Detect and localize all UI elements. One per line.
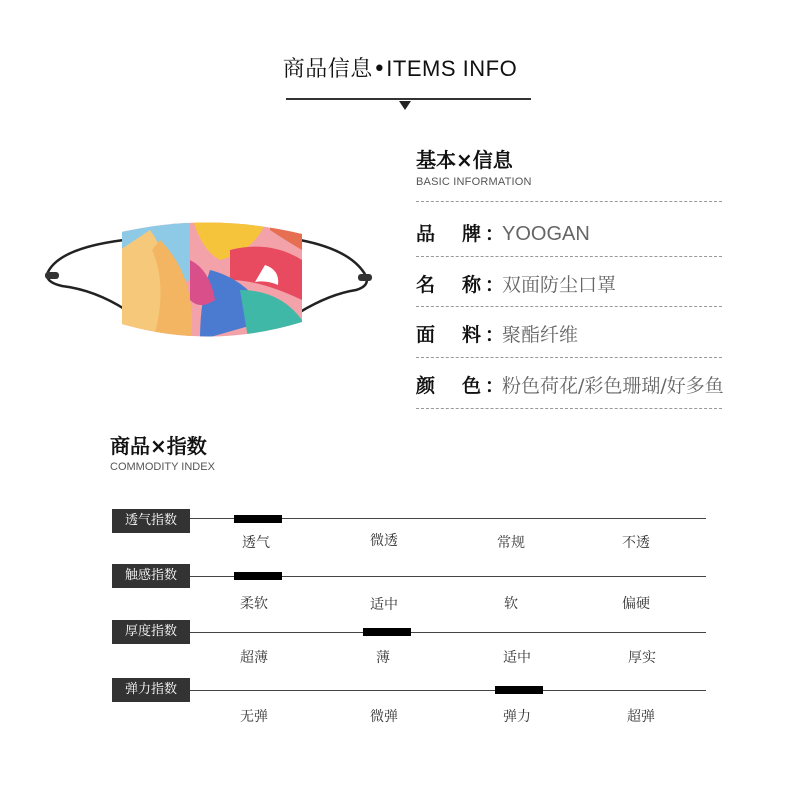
index-label-touch: 触感指数 — [112, 564, 190, 588]
index-option: 微透 — [370, 533, 398, 549]
info-value: YOOGAN — [502, 223, 590, 245]
down-arrow-icon — [399, 101, 411, 110]
face-mask-image — [40, 210, 380, 350]
header-underline — [286, 98, 531, 100]
index-option: 无弹 — [240, 709, 268, 725]
index-option: 弹力 — [503, 709, 531, 725]
info-row-color — [416, 371, 724, 398]
index-option: 软 — [504, 596, 518, 612]
basic-info-title: 基本×信息 — [416, 148, 513, 172]
index-option: 适中 — [503, 650, 531, 666]
info-row-name — [416, 270, 616, 297]
index-label-breathability: 透气指数 — [112, 509, 190, 533]
info-value: 聚酯纤维 — [502, 324, 579, 346]
title-en: ITEMS INFO — [386, 56, 518, 81]
info-row-brand — [416, 219, 590, 246]
index-option: 微弹 — [370, 709, 398, 725]
index-option: 偏硬 — [622, 596, 650, 612]
info-label: 面 料： — [416, 324, 509, 346]
info-row-material — [416, 320, 578, 347]
info-value: 双面防尘口罩 — [502, 274, 617, 296]
index-marker — [495, 686, 543, 694]
index-marker — [363, 628, 411, 636]
commodity-index-subtitle: COMMODITY INDEX — [110, 461, 215, 473]
index-scale-line — [190, 690, 706, 691]
divider — [416, 256, 722, 257]
info-label: 品 牌： — [416, 223, 509, 245]
index-marker — [234, 572, 282, 580]
index-marker — [234, 515, 282, 523]
info-value: 粉色荷花/彩色珊瑚/好多鱼 — [502, 375, 724, 397]
divider — [416, 408, 722, 409]
title-cn: 商品信息 — [282, 57, 373, 82]
index-option: 柔软 — [240, 596, 268, 612]
index-option: 薄 — [376, 650, 390, 666]
index-option: 超弹 — [627, 709, 655, 725]
info-label: 名 称： — [416, 274, 509, 296]
index-label-elasticity: 弹力指数 — [112, 678, 190, 702]
index-option: 常规 — [497, 535, 525, 551]
info-label: 颜 色： — [416, 375, 509, 397]
index-option: 适中 — [370, 597, 398, 613]
index-option: 不透 — [622, 535, 650, 551]
divider — [416, 306, 722, 307]
index-option: 透气 — [242, 535, 270, 551]
title-dot: • — [372, 57, 387, 82]
divider — [416, 201, 722, 202]
index-option: 厚实 — [628, 650, 656, 666]
index-label-thickness: 厚度指数 — [112, 620, 190, 644]
index-scale-line — [190, 632, 706, 633]
basic-info-subtitle: BASIC INFORMATION — [416, 176, 532, 188]
divider — [416, 357, 722, 358]
index-option: 超薄 — [240, 650, 268, 666]
commodity-index-title: 商品×指数 — [110, 434, 207, 458]
page-title — [0, 52, 800, 83]
